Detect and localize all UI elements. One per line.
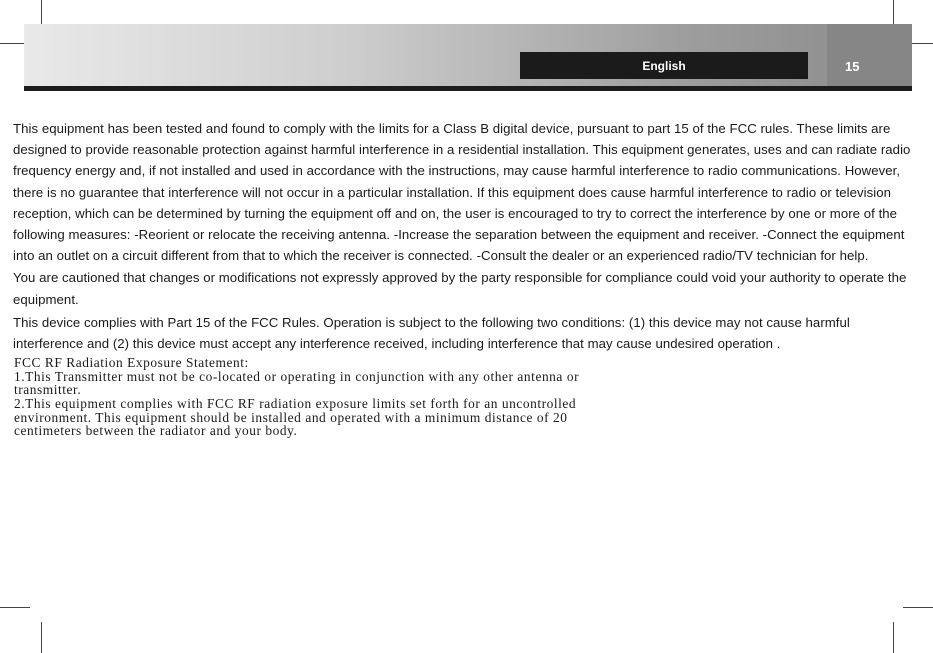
rf-statement-item-2: 2.This equipment complies with FCC RF radiation exposure limits set forth for an uncontrolled [14,396,577,412]
rf-exposure-statement [13,356,913,438]
rf-statement-item-2-end: centimeters between the radiator and your body. [14,423,298,439]
language-label: English [642,58,686,73]
fcc-class-b-paragraph: This equipment has been tested and found to comply with the limits for a Class B digital device, pursuant to part 15 of the FCC rules. These limits are designed to provide reasonable protection against harmful interference in a residential installation. This equipment generates, uses and can radiate radio frequency energy and, if not installed and used in accordance with the instructions, may cause harmful interference to radio communications. However, there is no guarantee that interference will not occur in a particular installation. If this equipment does cause harmful interference to radio or television reception, which can be determined by turning the equipment off and on, the user is encouraged to try to correct the interference by one or more of the following measures: -Reorient or relocate the receiving antenna. -Increase the separation between the equipment and receiver. -Connect the equipment into an outlet on a circuit different from that to which the receiver is connected. -Consult the dealer or an experienced radio/TV technician for help. [13,121,911,264]
language-tab [520,52,808,79]
modification-caution-paragraph: You are cautioned that changes or modifications not expressly approved by the party responsible for compliance could void your authority to operate the equipment. [13,270,907,307]
crop-mark [893,622,894,653]
crop-mark [0,607,30,608]
crop-mark [41,622,42,653]
crop-mark [903,607,933,608]
rf-statement-title: FCC RF Radiation Exposure Statement: [14,355,249,371]
page-number: 15 [845,59,860,74]
header-divider [24,86,912,91]
page-number-box [827,24,912,86]
part-15-compliance-paragraph: This device complies with Part 15 of the FCC Rules. Operation is subject to the following two conditions: (1) this device may not cause harmful interference and (2) this device must accept any interference received, including interference that may cause undesired operation . [13,314,850,352]
rf-statement-item-2-cont: environment. This equipment should be installed and operated with a minimum distance of 20 [14,409,568,425]
document-body [13,118,913,438]
rf-statement-item-1-cont: transmitter. [14,382,82,398]
rf-statement-item-1: 1.This Transmitter must not be co-located or operating in conjunction with any other antenna or [14,368,580,384]
